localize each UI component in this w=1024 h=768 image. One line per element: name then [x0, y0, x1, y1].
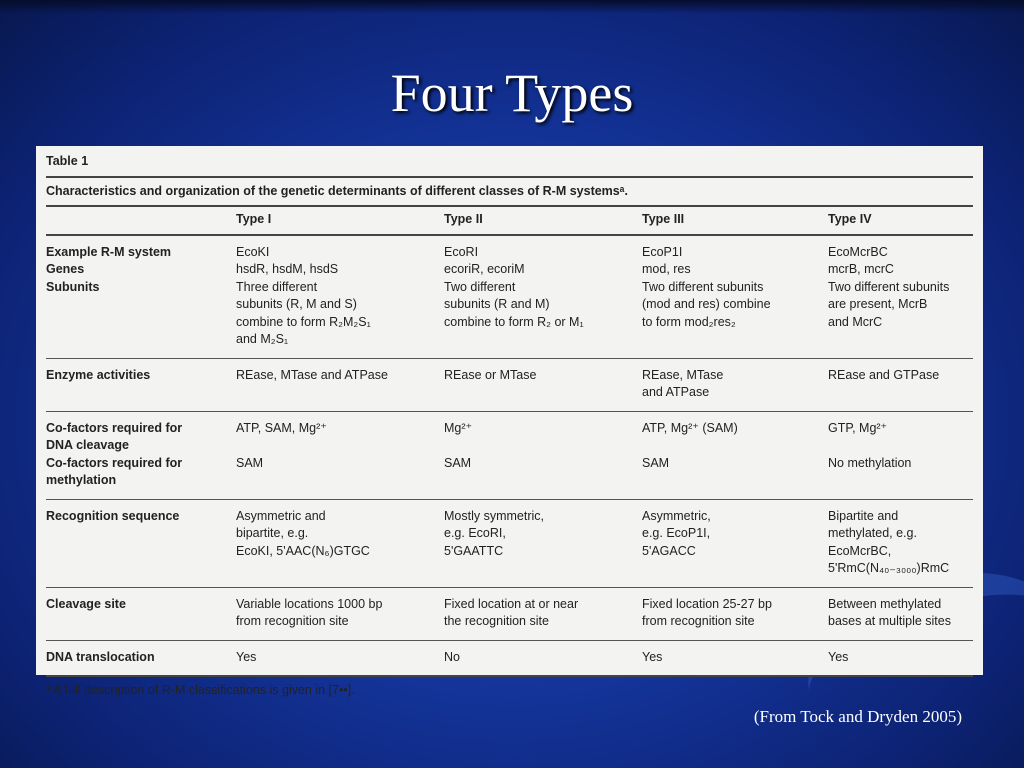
table-caption: Characteristics and organization of the genetic determinants of different classes of R-M systemsᵃ. [46, 184, 628, 198]
cell-type-2: REase or MTase [444, 358, 642, 411]
cell-type-1: Asymmetric and bipartite, e.g. EcoKI, 5'AAC(N₆)GTGC [236, 499, 444, 587]
table-row-cleavage-site [46, 587, 973, 640]
row-label: Example R-M system Genes Subunits [46, 235, 236, 359]
cell-type-3: Yes [642, 640, 828, 676]
header-cell-type-2: Type II [444, 212, 483, 226]
table-number: Table 1 [46, 154, 89, 168]
header-cell-blank [46, 207, 236, 235]
row-label: Enzyme activities [46, 358, 236, 411]
cell-type-3: EcoP1I mod, res Two different subunits (mod and res) combine to form mod₂res₂ [642, 235, 828, 359]
table-header-row [46, 207, 973, 235]
cell-type-4: REase and GTPase [828, 358, 973, 411]
rm-systems-table [46, 207, 973, 677]
cell-type-2: Mg²⁺ SAM [444, 411, 642, 499]
row-label: Recognition sequence [46, 499, 236, 587]
cell-type-3: ATP, Mg²⁺ (SAM) SAM [642, 411, 828, 499]
slide-top-band [0, 0, 1024, 14]
table-row-example-subunits [46, 235, 973, 359]
row-label: Cleavage site [46, 587, 236, 640]
cell-type-1: REase, MTase and ATPase [236, 358, 444, 411]
slide-title: Four Types [390, 63, 634, 123]
cell-type-2: EcoRI ecoriR, ecoriM Two different subunits (R and M) combine to form R₂ or M₁ [444, 235, 642, 359]
header-cell-type-3: Type III [642, 212, 685, 226]
cell-type-1: EcoKI hsdR, hsdM, hsdS Three different subunits (R, M and S) combine to form R₂M₂S₁ and M₂S₁ [236, 235, 444, 359]
cell-type-3: Asymmetric, e.g. EcoP1I, 5'AGACC [642, 499, 828, 587]
cell-type-1: ATP, SAM, Mg²⁺ SAM [236, 411, 444, 499]
source-credit: (From Tock and Dryden 2005) [753, 707, 962, 726]
cell-type-4: GTP, Mg²⁺ No methylation [828, 411, 973, 499]
table-row-dna-translocation [46, 640, 973, 676]
row-label: DNA translocation [46, 640, 236, 676]
cell-type-4: Between methylated bases at multiple sites [828, 587, 973, 640]
table-row-cofactors [46, 411, 973, 499]
table-row-enzyme-activities [46, 358, 973, 411]
cell-type-4: Yes [828, 640, 973, 676]
table-body [46, 235, 973, 677]
cell-type-2: Fixed location at or near the recognition site [444, 587, 642, 640]
header-cell-type-4: Type IV [828, 212, 872, 226]
cell-type-2: No [444, 640, 642, 676]
row-label: Co-factors required for DNA cleavage Co-factors required for methylation [46, 411, 236, 499]
cell-type-1: Variable locations 1000 bp from recognition site [236, 587, 444, 640]
table-image-panel [36, 146, 983, 697]
cell-type-3: REase, MTase and ATPase [642, 358, 828, 411]
cell-type-4: Bipartite and methylated, e.g. EcoMcrBC, 5'RmC(N₄₀₋₃₀₀₀)RmC [828, 499, 973, 587]
table-row-recognition-sequence [46, 499, 973, 587]
cell-type-2: Mostly symmetric, e.g. EcoRI, 5'GAATTC [444, 499, 642, 587]
cell-type-1: Yes [236, 640, 444, 676]
header-cell-type-1: Type I [236, 212, 272, 226]
cell-type-3: Fixed location 25-27 bp from recognition site [642, 587, 828, 640]
cell-type-4: EcoMcrBC mcrB, mcrC Two different subunits are present, McrB and McrC [828, 235, 973, 359]
table-footnote: ᵃ A full description of R-M classifications is given in [7••]. [46, 683, 355, 697]
